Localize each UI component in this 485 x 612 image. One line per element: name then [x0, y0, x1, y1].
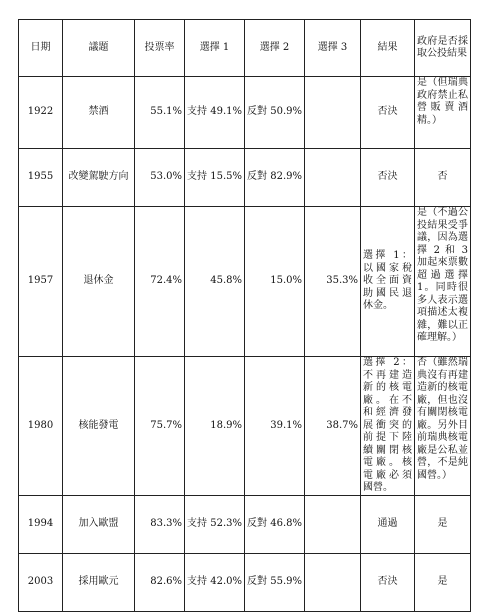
row-adopted: 是（但瑞典政府禁止私營販賣酒精。）: [415, 77, 471, 149]
table-row: [19, 553, 471, 611]
row-choice1: 支持 42.0%: [185, 553, 245, 611]
row-result: 通過: [361, 495, 415, 553]
row-turnout: 83.3%: [135, 495, 185, 553]
row-turnout: 82.6%: [135, 553, 185, 611]
row-date: 1994: [19, 495, 63, 553]
row-issue: 加入歐盟: [63, 495, 135, 553]
row-choice1: 18.9%: [185, 357, 245, 496]
row-date: 2003: [19, 553, 63, 611]
row-choice2: 反對 46.8%: [245, 495, 305, 553]
row-adopted: 是: [415, 553, 471, 611]
row-turnout: 75.7%: [135, 357, 185, 496]
header-choice2: 選擇 2: [245, 20, 305, 77]
row-choice2: 反對 82.9%: [245, 149, 305, 207]
row-result: 選擇 2：不再建造新的核電廠。在不和經濟發展衝突的前提下陸續關閉核電廠。核電廠必須國營。: [361, 357, 415, 496]
row-issue: 禁酒: [63, 77, 135, 149]
row-choice3: 35.3%: [305, 207, 361, 357]
row-adopted: 是: [415, 495, 471, 553]
row-result: 選擇 1：以國家稅收全面資助國民退休金。: [361, 207, 415, 357]
row-turnout: 72.4%: [135, 207, 185, 357]
row-date: 1955: [19, 149, 63, 207]
table-row: [19, 207, 471, 357]
row-choice2: 反對 55.9%: [245, 553, 305, 611]
header-adopted: 政府是否採取公投結果: [415, 20, 471, 77]
row-choice3: [305, 495, 361, 553]
row-choice3: [305, 77, 361, 149]
row-result: 否決: [361, 77, 415, 149]
row-adopted: 是（不過公投結果受爭議，因為選擇 2 和 3 加起來票數超過選擇 1。同時很多人表示選項描述太複雜，難以正確理解。）: [415, 207, 471, 357]
table-row: [19, 357, 471, 496]
row-issue: 退休金: [63, 207, 135, 357]
row-date: 1980: [19, 357, 63, 496]
row-choice1: 支持 15.5%: [185, 149, 245, 207]
header-choice3: 選擇 3: [305, 20, 361, 77]
header-issue: 議題: [63, 20, 135, 77]
row-issue: 採用歐元: [63, 553, 135, 611]
referendum-table: [18, 19, 471, 612]
row-choice3: [305, 553, 361, 611]
row-choice1: 支持 49.1%: [185, 77, 245, 149]
header-date: 日期: [19, 20, 63, 77]
row-issue: 改變駕駛方向: [63, 149, 135, 207]
row-result: 否決: [361, 553, 415, 611]
row-turnout: 53.0%: [135, 149, 185, 207]
row-issue: 核能發電: [63, 357, 135, 496]
table-row: [19, 77, 471, 149]
header-choice1: 選擇 1: [185, 20, 245, 77]
row-date: 1922: [19, 77, 63, 149]
row-choice3: [305, 149, 361, 207]
header-result: 結果: [361, 20, 415, 77]
row-adopted: 否（雖然瑞典沒有再建造新的核電廠，但也沒有關閉核電廠。另外目前瑞典核電廠是公私並營，不是純國營。）: [415, 357, 471, 496]
row-choice3: 38.7%: [305, 357, 361, 496]
header-turnout: 投票率: [135, 20, 185, 77]
row-choice2: 39.1%: [245, 357, 305, 496]
row-adopted: 否: [415, 149, 471, 207]
table-row: [19, 149, 471, 207]
row-turnout: 55.1%: [135, 77, 185, 149]
table-row: [19, 495, 471, 553]
header-row: [19, 20, 471, 77]
row-date: 1957: [19, 207, 63, 357]
row-result: 否決: [361, 149, 415, 207]
row-choice1: 支持 52.3%: [185, 495, 245, 553]
row-choice2: 反對 50.9%: [245, 77, 305, 149]
row-choice1: 45.8%: [185, 207, 245, 357]
row-choice2: 15.0%: [245, 207, 305, 357]
